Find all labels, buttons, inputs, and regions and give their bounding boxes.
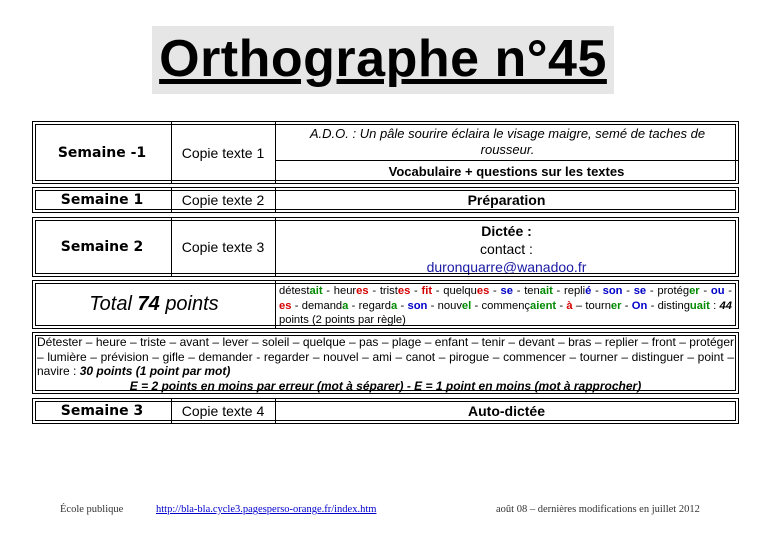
page-title: Orthographe n°45 [159, 30, 607, 88]
row-semaine-minus-1 [32, 121, 739, 184]
preparation-label: Préparation [467, 192, 546, 208]
row-semaine-3 [32, 398, 739, 424]
total-number: 74 [137, 293, 160, 315]
ado-sentence: A.D.O. : Un pâle sourire éclaira le visage maigre, semé de taches de rousseur. [309, 126, 706, 157]
dictation-words: détestait - heures - tristes - fit - quelques - se - tenait - replié - son - se - protéger - ou - es - demanda - regarda - son - nouvel - commençaient - à – tourner - On - distinguait : 44 points (2 points par règle) [279, 285, 732, 326]
week-label: Semaine 1 [60, 192, 144, 208]
copy-label: Copie texte 1 [181, 144, 265, 161]
total-prefix: Total [89, 293, 132, 315]
week-label: Semaine 3 [60, 403, 144, 419]
word-list: Détester – heure – triste – avant – lever – soleil – quelque – pas – plage – enfant – tenir – devant – bras – replier – front – protéger – lumière – prévision – gifle – demander - regarder – nouvel – ami – canot – pirogue – commencer – tourner – distinguer – point – navire : 30 points (1 point par mot) [37, 335, 734, 378]
total-suffix: points [165, 293, 219, 315]
copy-label: Copie texte 4 [181, 403, 265, 419]
word-list-box [32, 332, 739, 394]
copy-label: Copie texte 3 [181, 239, 265, 255]
copy-label: Copie texte 2 [181, 192, 265, 208]
footer-school: École publique [60, 504, 124, 515]
week-label: Semaine 2 [60, 239, 144, 255]
dictee-title: Dictée : [481, 223, 532, 239]
auto-dictee-label: Auto-dictée [468, 403, 545, 419]
footer-link[interactable]: http://bla-bla.cycle3.pagesperso-orange.fr/index.htm [156, 504, 377, 515]
scoring-rule: E = 2 points en moins par erreur (mot à séparer) - E = 1 point en moins (mot à rapprocher) [129, 378, 642, 393]
footer-date: août 08 – dernières modifications en juillet 2012 [496, 504, 700, 515]
contact-label: contact : [480, 241, 533, 257]
dictee-block [275, 222, 738, 276]
row-semaine-1 [32, 187, 739, 213]
vocab-label: Vocabulaire + questions sur les textes [388, 164, 625, 179]
total-points [33, 281, 275, 328]
email-link[interactable]: duronquarre@wanadoo.fr [426, 259, 587, 275]
week-label: Semaine -1 [57, 144, 147, 161]
row-total [32, 280, 739, 329]
row-semaine-2 [32, 217, 739, 277]
